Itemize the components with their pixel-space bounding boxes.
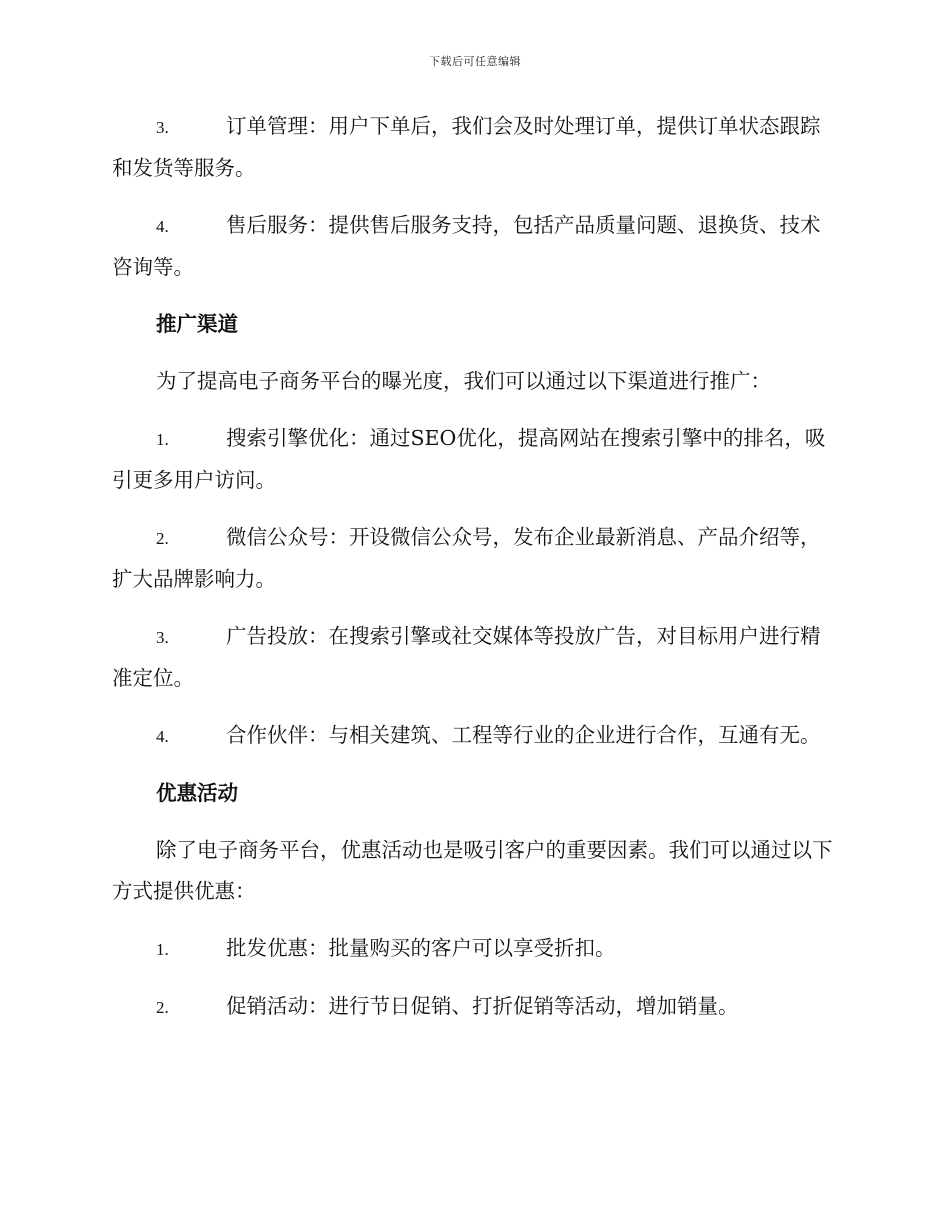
list-item	[112, 418, 834, 501]
list-item	[112, 616, 834, 699]
document-body	[112, 106, 834, 1044]
list-number: 3.	[156, 118, 169, 137]
list-text: 搜索引擎优化：通过SEO优化，提高网站在搜索引擎中的排名，吸引更多用户访问。	[112, 426, 826, 492]
list-number: 4.	[156, 727, 169, 746]
list-text: 促销活动：进行节日促销、打折促销等活动，增加销量。	[226, 994, 739, 1018]
section-intro-promotion: 为了提高电子商务平台的曝光度，我们可以通过以下渠道进行推广：	[156, 369, 771, 393]
list-text: 订单管理：用户下单后，我们会及时处理订单，提供订单状态跟踪和发货等服务。	[112, 114, 821, 180]
list-item	[112, 928, 834, 970]
list-item	[112, 517, 834, 600]
list-text: 批发优惠：批量购买的客户可以享受折扣。	[226, 936, 616, 960]
list-item	[112, 715, 834, 757]
list-text: 合作伙伴：与相关建筑、工程等行业的企业进行合作，互通有无。	[226, 723, 821, 747]
list-item	[112, 205, 834, 288]
list-number: 2.	[156, 998, 169, 1017]
list-number: 1.	[156, 430, 169, 449]
section-heading-promotion: 推广渠道	[156, 312, 238, 336]
section-heading-discounts: 优惠活动	[156, 781, 238, 805]
list-item	[112, 986, 834, 1028]
section-intro-discounts: 除了电子商务平台，优惠活动也是吸引客户的重要因素。我们可以通过以下方式提供优惠：	[112, 838, 833, 903]
list-text: 广告投放：在搜索引擎或社交媒体等投放广告，对目标用户进行精准定位。	[112, 624, 821, 690]
list-item	[112, 106, 834, 189]
list-number: 1.	[156, 940, 169, 959]
list-text: 微信公众号：开设微信公众号，发布企业最新消息、产品介绍等，扩大品牌影响力。	[112, 525, 821, 591]
page-header: 下载后可任意编辑	[429, 55, 521, 68]
list-text: 售后服务：提供售后服务支持，包括产品质量问题、退换货、技术咨询等。	[112, 213, 821, 279]
list-number: 4.	[156, 217, 169, 236]
list-number: 2.	[156, 529, 169, 548]
list-number: 3.	[156, 628, 169, 647]
